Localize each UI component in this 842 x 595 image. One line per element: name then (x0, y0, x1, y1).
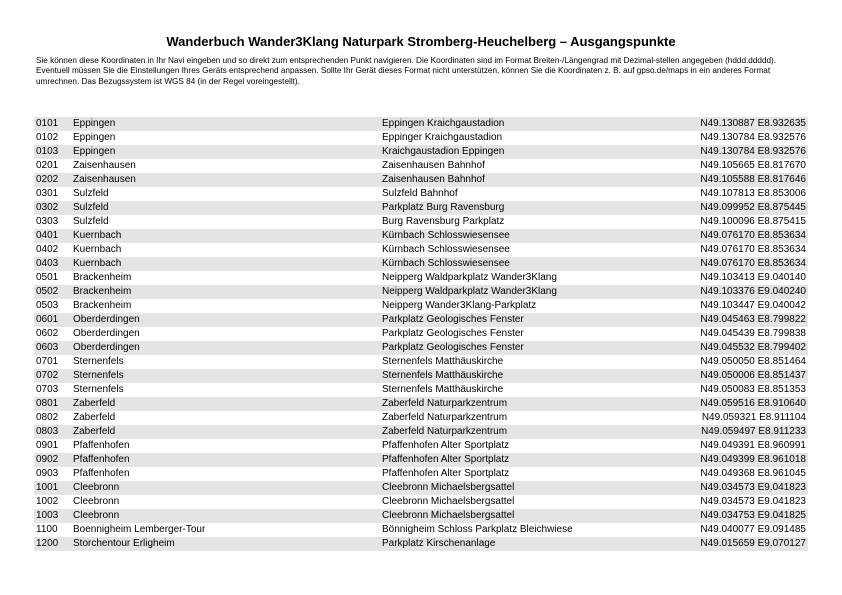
table-row (34, 509, 808, 523)
starting-point-cell: Zaberfeld Naturparkzentrum (380, 425, 684, 439)
tour-name-cell: Sulzfeld (71, 187, 380, 201)
coordinates-cell: N49.050083 E8.851353 (684, 383, 808, 397)
starting-points-table (34, 117, 808, 551)
starting-point-cell: Parkplatz Burg Ravensburg (380, 201, 684, 215)
coordinates-cell: N49.045532 E8.799402 (684, 341, 808, 355)
tour-name-cell: Kuernbach (71, 243, 380, 257)
tour-number-cell: 1200 (34, 537, 71, 551)
tour-name-cell: Zaisenhausen (71, 159, 380, 173)
tour-name-cell: Zaberfeld (71, 397, 380, 411)
coordinates-cell: N49.076170 E8.853634 (684, 243, 808, 257)
coordinates-cell: N49.076170 E8.853634 (684, 229, 808, 243)
starting-point-cell: Sulzfeld Bahnhof (380, 187, 684, 201)
tour-number-cell: 0802 (34, 411, 71, 425)
coordinates-cell: N49.105665 E8.817670 (684, 159, 808, 173)
coordinates-cell: N49.050050 E8.851464 (684, 355, 808, 369)
table-row (34, 341, 808, 355)
starting-point-cell: Neipperg Waldparkplatz Wander3Klang (380, 285, 684, 299)
starting-point-cell: Zaberfeld Naturparkzentrum (380, 411, 684, 425)
tour-number-cell: 0803 (34, 425, 71, 439)
table-row (34, 285, 808, 299)
tour-name-cell: Boennigheim Lemberger-Tour (71, 523, 380, 537)
tour-number-cell: 0801 (34, 397, 71, 411)
tour-name-cell: Zaberfeld (71, 425, 380, 439)
tour-number-cell: 1003 (34, 509, 71, 523)
tour-number-cell: 0402 (34, 243, 71, 257)
starting-point-cell: Pfaffenhofen Alter Sportplatz (380, 453, 684, 467)
tour-name-cell: Brackenheim (71, 299, 380, 313)
tour-name-cell: Brackenheim (71, 285, 380, 299)
table-row (34, 327, 808, 341)
table-row (34, 397, 808, 411)
tour-number-cell: 0703 (34, 383, 71, 397)
tour-name-cell: Cleebronn (71, 481, 380, 495)
intro-text (36, 56, 811, 87)
tour-number-cell: 0501 (34, 271, 71, 285)
coordinates-cell: N49.045463 E8.799822 (684, 313, 808, 327)
coordinates-cell: N49.059516 E8.910640 (684, 397, 808, 411)
tour-name-cell: Pfaffenhofen (71, 467, 380, 481)
starting-point-cell: Kürnbach Schlosswiesensee (380, 229, 684, 243)
starting-point-cell: Cleebronn Michaelsbergsattel (380, 495, 684, 509)
coordinates-cell: N49.034573 E9.041823 (684, 495, 808, 509)
coordinates-cell: N49.034753 E9.041825 (684, 509, 808, 523)
tour-number-cell: 0401 (34, 229, 71, 243)
coordinates-cell: N49.015659 E9.070127 (684, 537, 808, 551)
table-row (34, 145, 808, 159)
coordinates-cell: N49.076170 E8.853634 (684, 257, 808, 271)
starting-point-cell: Neipperg Waldparkplatz Wander3Klang (380, 271, 684, 285)
starting-point-cell: Bönnigheim Schloss Parkplatz Bleichwiese (380, 523, 684, 537)
starting-point-cell: Cleebronn Michaelsbergsattel (380, 481, 684, 495)
tour-name-cell: Zaberfeld (71, 411, 380, 425)
starting-point-cell: Pfaffenhofen Alter Sportplatz (380, 439, 684, 453)
tour-name-cell: Sternenfels (71, 369, 380, 383)
starting-point-cell: Zaisenhausen Bahnhof (380, 159, 684, 173)
table-row (34, 411, 808, 425)
tour-name-cell: Oberderdingen (71, 327, 380, 341)
tour-number-cell: 1002 (34, 495, 71, 509)
coordinates-cell: N49.034573 E9.041823 (684, 481, 808, 495)
intro-paragraph-2: Eventuell müssen Sie die Einstellungen Ihres Geräts entsprechend anpassen. Sollte Ihr Gerät dieses Format nicht unterstützen, können Sie die Koordinaten z. B. auf gpso.de/maps in ein anderes Format umrechnen. Das Bezugssystem ist WGS 84 (in der Regel voreingestellt). (36, 66, 771, 86)
starting-point-cell: Kürnbach Schlosswiesensee (380, 257, 684, 271)
tour-name-cell: Oberderdingen (71, 313, 380, 327)
table-row (34, 187, 808, 201)
tour-number-cell: 0902 (34, 453, 71, 467)
table-row (34, 257, 808, 271)
tour-number-cell: 0601 (34, 313, 71, 327)
table-row (34, 439, 808, 453)
starting-point-cell: Cleebronn Michaelsbergsattel (380, 509, 684, 523)
tour-number-cell: 0302 (34, 201, 71, 215)
tour-number-cell: 0502 (34, 285, 71, 299)
tour-name-cell: Sulzfeld (71, 201, 380, 215)
tour-number-cell: 0603 (34, 341, 71, 355)
table-row (34, 117, 808, 131)
starting-points-table-body (34, 117, 808, 551)
starting-point-cell: Pfaffenhofen Alter Sportplatz (380, 467, 684, 481)
starting-point-cell: Parkplatz Geologisches Fenster (380, 327, 684, 341)
intro-paragraph-1: Sie können diese Koordinaten in Ihr Navi eingeben und so direkt zum entsprechenden Punkt navigieren. Die Koordinaten sind im Format Breiten-/Längengrad mit Dezimal-stellen angegeben (hddd.ddddd). (36, 56, 777, 65)
tour-number-cell: 1001 (34, 481, 71, 495)
table-row (34, 453, 808, 467)
tour-number-cell: 0903 (34, 467, 71, 481)
coordinates-cell: N49.049399 E8.961018 (684, 453, 808, 467)
table-row (34, 271, 808, 285)
table-row (34, 355, 808, 369)
coordinates-cell: N49.040077 E9.091485 (684, 523, 808, 537)
starting-point-cell: Eppingen Kraichgaustadion (380, 117, 684, 131)
table-row (34, 131, 808, 145)
coordinates-cell: N49.130784 E8.932576 (684, 145, 808, 159)
coordinates-cell: N49.059497 E8.911233 (684, 425, 808, 439)
table-row (34, 523, 808, 537)
table-row (34, 243, 808, 257)
table-row (34, 201, 808, 215)
coordinates-cell: N49.103413 E9.040140 (684, 271, 808, 285)
coordinates-cell: N49.130784 E8.932576 (684, 131, 808, 145)
tour-name-cell: Storchentour Erligheim (71, 537, 380, 551)
tour-name-cell: Cleebronn (71, 509, 380, 523)
starting-point-cell: Parkplatz Kirschenanlage (380, 537, 684, 551)
tour-name-cell: Eppingen (71, 131, 380, 145)
tour-name-cell: Kuernbach (71, 229, 380, 243)
tour-number-cell: 0301 (34, 187, 71, 201)
table-row (34, 481, 808, 495)
starting-point-cell: Kraichgaustadion Eppingen (380, 145, 684, 159)
tour-number-cell: 0202 (34, 173, 71, 187)
tour-number-cell: 0702 (34, 369, 71, 383)
coordinates-cell: N49.103447 E9.040042 (684, 299, 808, 313)
tour-name-cell: Pfaffenhofen (71, 453, 380, 467)
tour-number-cell: 0602 (34, 327, 71, 341)
table-row (34, 313, 808, 327)
tour-name-cell: Eppingen (71, 117, 380, 131)
tour-number-cell: 0303 (34, 215, 71, 229)
table-row (34, 537, 808, 551)
starting-point-cell: Sternenfels Matthäuskirche (380, 383, 684, 397)
coordinates-cell: N49.103376 E9.040240 (684, 285, 808, 299)
tour-name-cell: Zaisenhausen (71, 173, 380, 187)
tour-number-cell: 1100 (34, 523, 71, 537)
coordinates-cell: N49.100096 E8.875415 (684, 215, 808, 229)
tour-name-cell: Sternenfels (71, 383, 380, 397)
starting-point-cell: Zaisenhausen Bahnhof (380, 173, 684, 187)
starting-point-cell: Parkplatz Geologisches Fenster (380, 341, 684, 355)
coordinates-cell: N49.107813 E8.853006 (684, 187, 808, 201)
starting-point-cell: Neipperg Wander3Klang-Parkplatz (380, 299, 684, 313)
table-row (34, 229, 808, 243)
tour-number-cell: 0403 (34, 257, 71, 271)
tour-number-cell: 0102 (34, 131, 71, 145)
table-row (34, 299, 808, 313)
coordinates-cell: N49.049368 E8.961045 (684, 467, 808, 481)
table-row (34, 383, 808, 397)
tour-name-cell: Kuernbach (71, 257, 380, 271)
tour-name-cell: Oberderdingen (71, 341, 380, 355)
starting-point-cell: Sternenfels Matthäuskirche (380, 355, 684, 369)
table-row (34, 173, 808, 187)
tour-number-cell: 0201 (34, 159, 71, 173)
tour-name-cell: Pfaffenhofen (71, 439, 380, 453)
table-row (34, 495, 808, 509)
tour-number-cell: 0701 (34, 355, 71, 369)
table-row (34, 159, 808, 173)
starting-point-cell: Parkplatz Geologisches Fenster (380, 313, 684, 327)
coordinates-cell: N49.045439 E8.799838 (684, 327, 808, 341)
starting-point-cell: Burg Ravensburg Parkplatz (380, 215, 684, 229)
tour-number-cell: 0101 (34, 117, 71, 131)
coordinates-cell: N49.050006 E8.851437 (684, 369, 808, 383)
tour-name-cell: Brackenheim (71, 271, 380, 285)
tour-name-cell: Sulzfeld (71, 215, 380, 229)
page-title: Wanderbuch Wander3Klang Naturpark Stromberg-Heuchelberg – Ausgangspunkte (166, 34, 676, 49)
tour-number-cell: 0901 (34, 439, 71, 453)
coordinates-cell: N49.105588 E8.817646 (684, 173, 808, 187)
table-row (34, 215, 808, 229)
starting-point-cell: Zaberfeld Naturparkzentrum (380, 397, 684, 411)
tour-name-cell: Eppingen (71, 145, 380, 159)
starting-point-cell: Kürnbach Schlosswiesensee (380, 243, 684, 257)
coordinates-cell: N49.099952 E8.875445 (684, 201, 808, 215)
tour-number-cell: 0503 (34, 299, 71, 313)
tour-number-cell: 0103 (34, 145, 71, 159)
table-row (34, 425, 808, 439)
coordinates-cell: N49.049391 E8.960991 (684, 439, 808, 453)
coordinates-cell: N49.130887 E8.932635 (684, 117, 808, 131)
tour-name-cell: Cleebronn (71, 495, 380, 509)
table-row (34, 369, 808, 383)
coordinates-cell: N49.059321 E8.911104 (684, 411, 808, 425)
table-row (34, 467, 808, 481)
starting-point-cell: Sternenfels Matthäuskirche (380, 369, 684, 383)
tour-name-cell: Sternenfels (71, 355, 380, 369)
starting-point-cell: Eppinger Kraichgaustadion (380, 131, 684, 145)
